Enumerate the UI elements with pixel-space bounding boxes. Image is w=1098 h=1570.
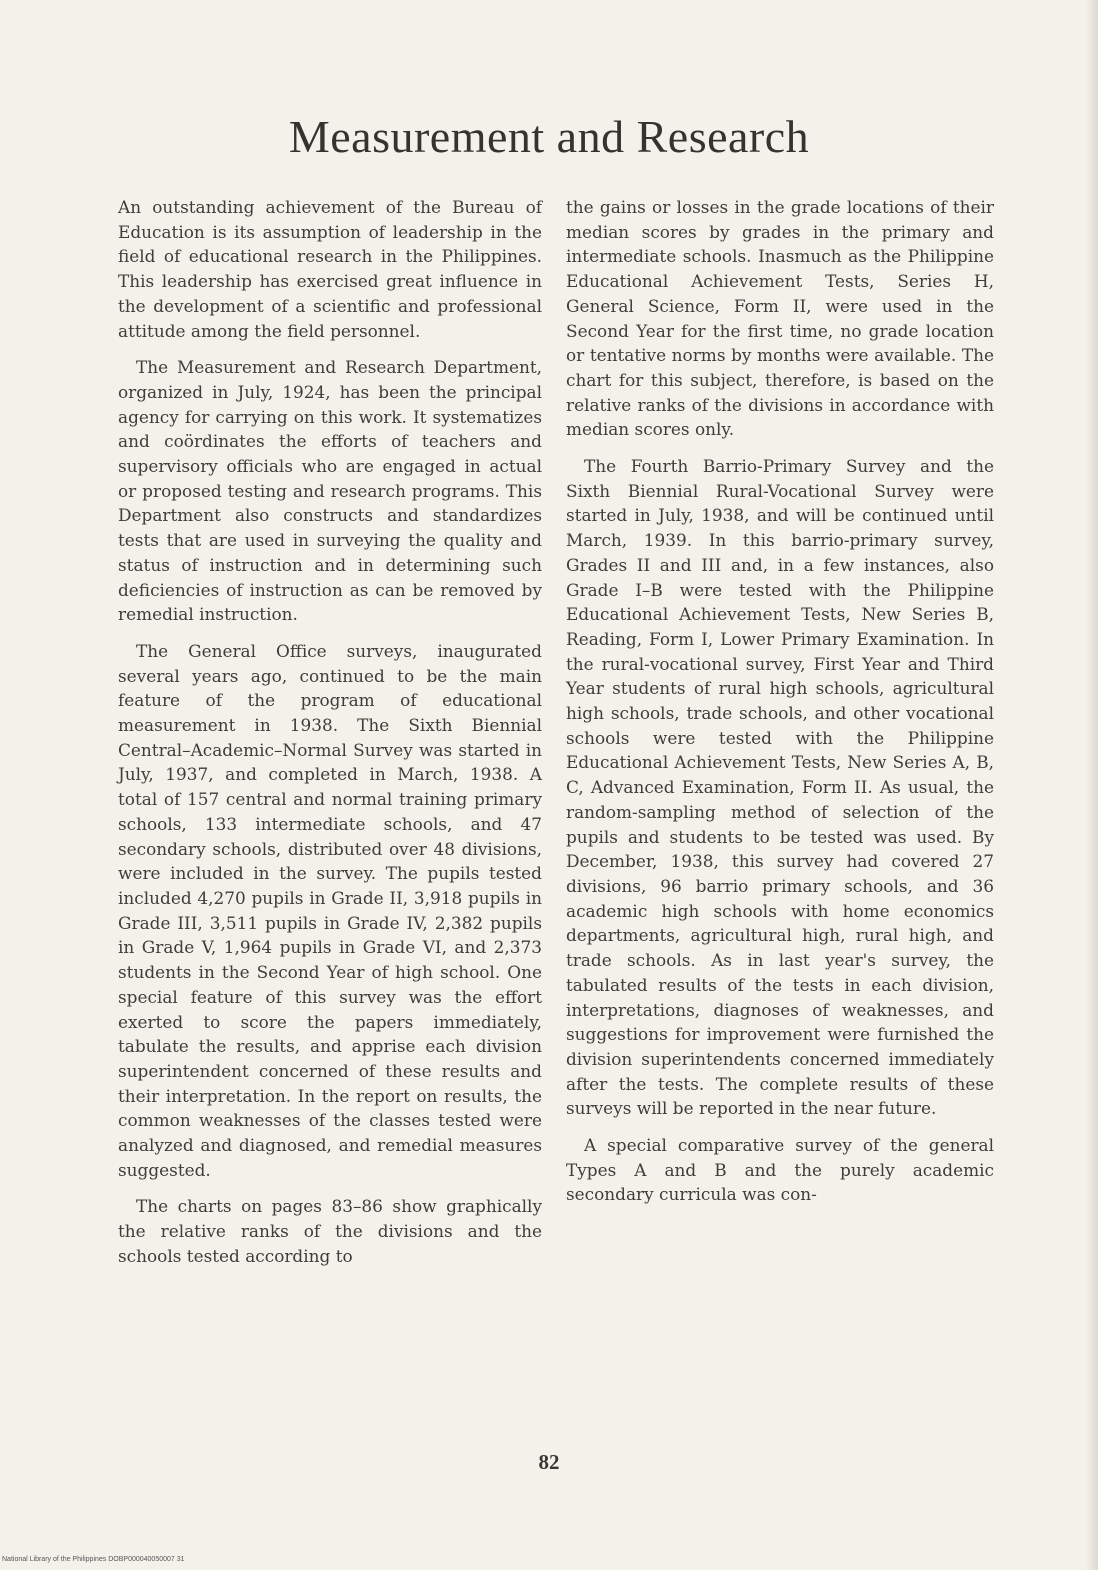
- paragraph: The charts on pages 83–86 show graphically the relative ranks of the divisions and the schools tested according to: [118, 1196, 542, 1266]
- footer-credit: National Library of the Philippines DOBP000040050007 31: [2, 1556, 185, 1563]
- page-edge-shadow: [1086, 0, 1098, 1570]
- page-number: 82: [538, 1450, 560, 1474]
- page-title: Measurement and Research: [288, 111, 810, 162]
- paragraph: A special comparative survey of the general Types A and B and the purely academic secondary curricula was con-: [566, 1135, 994, 1205]
- left-column: [118, 195, 542, 1281]
- paragraph: The Fourth Barrio-Primary Survey and the Sixth Biennial Rural-Vocational Survey were started in July, 1938, and will be continued until March, 1939. In this barrio-primary survey, Grades II and III and, in a few instances, also Grade I–B were tested with the Philippine Educational Achievement Tests, New Series B, Reading, Form I, Lower Primary Examination. In the rural-vocational survey, First Year and Third Year students of rural high schools, agricultural high schools, trade schools, and other vocational schools were tested with the Philippine Educational Achievement Tests, New Series A, B, C, Advanced Examination, Form II. As usual, the random-sampling method of selection of the pupils and students to be tested was used. By December, 1938, this survey had covered 27 divisions, 96 barrio primary schools, and 36 academic high schools with home economics departments, agricultural high, rural high, and trade schools. As in last year's survey, the tabulated results of the tests in each division, interpretations, diagnoses of weaknesses, and suggestions for improvement were furnished the division superintendents concerned immediately after the tests. The complete results of these surveys will be reported in the near future.: [566, 456, 994, 1119]
- right-column: [566, 195, 994, 1219]
- paragraph: The General Office surveys, inaugurated several years ago, continued to be the main feature of the program of educational measurement in 1938. The Sixth Biennial Central–Academic–Normal Survey was started in July, 1937, and completed in March, 1938. A total of 157 central and normal training primary schools, 133 intermediate schools, and 47 secondary schools, distributed over 48 divisions, were included in the survey. The pupils tested included 4,270 pupils in Grade II, 3,918 pupils in Grade III, 3,511 pupils in Grade IV, 2,382 pupils in Grade V, 1,964 pupils in Grade VI, and 2,373 students in the Second Year of high school. One special feature of this survey was the effort exerted to score the papers immediately, tabulate the results, and apprise each division superintendent concerned of these results and their interpretation. In the report on results, the common weaknesses of the classes tested were analyzed and diagnosed, and remedial measures suggested.: [118, 640, 542, 1180]
- paragraph: The Measurement and Research Department, organized in July, 1924, has been the principal agency for carrying on this work. It systematizes and coördinates the efforts of teachers and supervisory officials who are engaged in actual or proposed testing and research programs. This Department also constructs and standardizes tests that are used in surveying the quality and status of instruction and in determining such deficiencies of instruction as can be removed by remedial instruction.: [118, 357, 542, 625]
- paragraph: the gains or losses in the grade locations of their median scores by grades in the primary and intermediate schools. Inasmuch as the Philippine Educational Achievement Tests, Series H, General Science, Form II, were used in the Second Year for the first time, no grade location or tentative norms by months were available. The chart for this subject, therefore, is based on the relative ranks of the divisions in accordance with median scores only.: [566, 197, 994, 440]
- paragraph: An outstanding achievement of the Bureau of Education is its assumption of leadership in the field of educational research in the Philippines. This leadership has exercised great influence in the development of a scientific and professional attitude among the field personnel.: [118, 197, 542, 341]
